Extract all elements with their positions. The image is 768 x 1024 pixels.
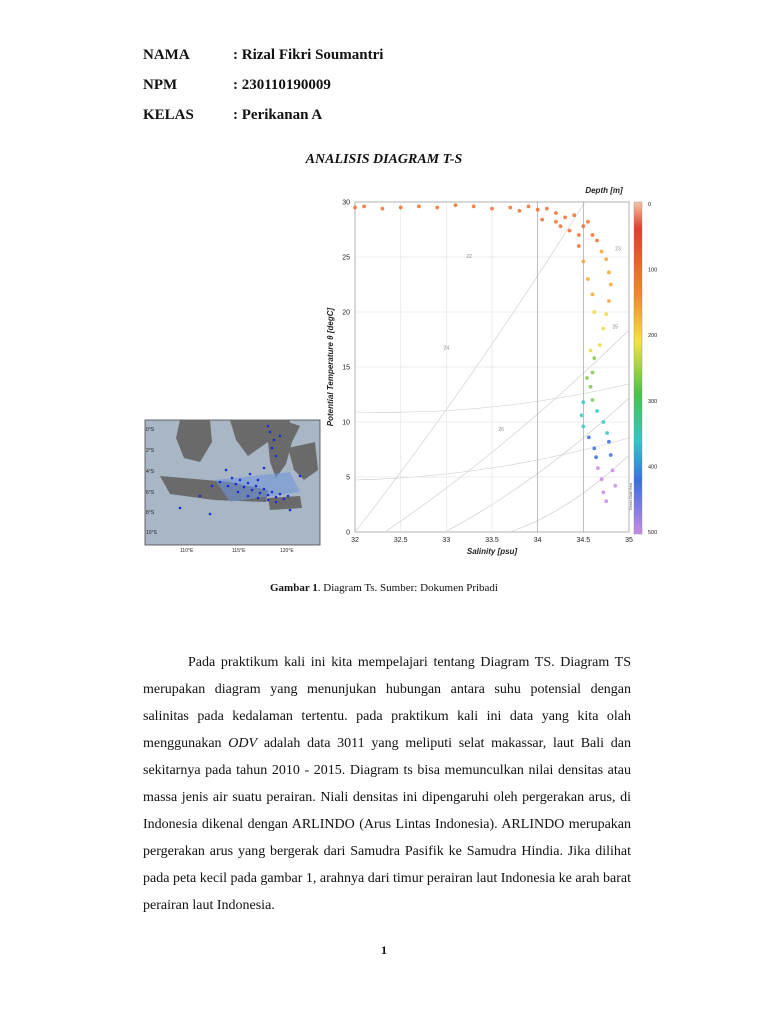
data-point <box>399 206 403 210</box>
paragraph-text <box>143 649 631 919</box>
data-point <box>591 233 595 237</box>
station-point <box>267 425 270 428</box>
colorbar-tick-label: 100 <box>648 267 658 274</box>
data-point <box>598 343 602 347</box>
station-point <box>263 467 266 470</box>
page-title: ANALISIS DIAGRAM T-S <box>305 152 463 167</box>
colorbar-gradient <box>634 202 642 534</box>
station-point <box>267 494 270 497</box>
station-point <box>289 509 292 512</box>
isopycnal-label: 23 <box>615 246 621 253</box>
station-point <box>257 497 260 500</box>
data-point <box>563 216 567 220</box>
station-point <box>243 486 246 489</box>
station-point <box>247 495 250 498</box>
station-point <box>263 488 266 491</box>
station-point <box>287 495 290 498</box>
colorbar-tick-label: 200 <box>648 333 658 340</box>
station-point <box>257 479 260 482</box>
odv-term: ODV <box>228 736 258 751</box>
data-point <box>435 206 439 210</box>
y-tick-label: 10 <box>342 419 350 427</box>
data-point <box>559 224 563 228</box>
y-axis-label: Potential Temperature θ [degC] <box>326 307 335 427</box>
station-point <box>219 481 222 484</box>
page-number: 1 <box>381 943 387 957</box>
header-key: NAMA <box>143 47 190 63</box>
ts-diagram-figure <box>140 180 660 560</box>
data-point <box>602 420 606 424</box>
station-point <box>275 496 278 499</box>
data-point <box>589 385 593 389</box>
y-tick-label: 5 <box>346 474 350 482</box>
data-point <box>613 484 617 488</box>
station-point <box>247 482 250 485</box>
header-key: NPM <box>143 77 178 93</box>
header-key: KELAS <box>143 107 194 123</box>
data-point <box>585 376 589 380</box>
map-lon-label: 115°E <box>232 548 246 554</box>
data-point <box>587 436 591 440</box>
x-tick-label: 35 <box>625 537 633 544</box>
data-point <box>602 491 606 495</box>
y-tick-label: 25 <box>342 254 350 262</box>
data-point <box>508 206 512 210</box>
header-value: : Perikanan A <box>233 107 323 123</box>
data-point <box>536 208 540 212</box>
caption-text: . Diagram Ts. Sumber: Dokumen Pribadi <box>317 582 498 594</box>
station-point <box>299 475 302 478</box>
data-point <box>586 277 590 281</box>
data-point <box>592 447 596 451</box>
colorbar-tick-label: 0 <box>648 202 652 208</box>
data-point <box>362 205 366 209</box>
data-point <box>604 257 608 261</box>
header-value: : Rizal Fikri Soumantri <box>233 47 384 63</box>
data-point <box>540 218 544 222</box>
data-point <box>572 213 576 217</box>
station-point <box>279 493 282 496</box>
data-point <box>604 499 608 503</box>
colorbar-tick-label: 400 <box>648 464 658 471</box>
map-land-nusa-tenggara <box>268 496 302 510</box>
data-point <box>454 203 458 207</box>
y-tick-label: 15 <box>342 364 350 372</box>
data-point <box>518 209 522 213</box>
isopycnal-label: 25 <box>612 324 619 331</box>
data-point <box>604 312 608 316</box>
data-point <box>607 299 611 303</box>
map-lat-label: 4°S <box>146 469 155 475</box>
header-value: : 230110190009 <box>233 77 331 93</box>
figure-caption <box>0 582 768 594</box>
x-tick-label: 34 <box>533 537 542 544</box>
data-point <box>592 310 596 314</box>
data-point <box>581 260 585 264</box>
station-point <box>275 455 278 458</box>
data-point <box>594 455 598 459</box>
data-point <box>600 250 604 254</box>
station-point <box>255 485 258 488</box>
map-lat-label: 8°S <box>146 510 155 516</box>
data-point <box>527 205 531 209</box>
data-point <box>580 414 584 418</box>
station-point <box>211 485 214 488</box>
data-point <box>602 327 606 331</box>
map-lat-label: 6°S <box>146 490 155 496</box>
data-point <box>381 207 385 211</box>
data-point <box>609 453 613 457</box>
colorbar-tick-label: 300 <box>648 398 658 405</box>
station-point <box>251 489 254 492</box>
map-lon-label: 110°E <box>180 548 194 554</box>
isopycnal-label: 26 <box>498 426 504 433</box>
station-point <box>271 447 274 450</box>
data-point <box>554 211 558 215</box>
station-map <box>145 420 320 554</box>
station-point <box>259 492 262 495</box>
colorbar-tick-label: 500 <box>648 530 658 536</box>
paragraph-part1: Pada praktikum kali ini kita mempelajari tentang Diagram TS. Diagram TS merupakan diagram yang menunjukan hubungan antara suhu potensial dengan salinitas pada kedalaman tertentu. pada praktikum kali ini data yang kita olah menggunakan <box>143 655 631 751</box>
station-point <box>199 495 202 498</box>
x-tick-label: 34.5 <box>576 537 591 544</box>
data-point <box>417 205 421 209</box>
data-point <box>595 239 599 243</box>
data-point <box>589 349 593 353</box>
data-point <box>568 229 572 233</box>
map-lat-label: 2°S <box>146 448 155 454</box>
isopycnal-label: 22 <box>466 254 472 261</box>
x-tick-label: 32.5 <box>393 537 408 544</box>
data-point <box>554 220 558 224</box>
data-point <box>581 400 585 404</box>
station-point <box>271 491 274 494</box>
station-point <box>237 491 240 494</box>
x-tick-label: 33 <box>442 537 451 544</box>
data-point <box>490 207 494 211</box>
ts-chart <box>326 200 633 557</box>
y-tick-label: 0 <box>346 529 350 537</box>
data-point <box>586 220 590 224</box>
data-point <box>545 207 549 211</box>
data-point <box>609 283 613 287</box>
x-tick-label: 33.5 <box>485 537 499 544</box>
station-point <box>267 499 270 502</box>
data-point <box>596 466 600 470</box>
colorbar-credit: Ocean Data View <box>629 482 633 510</box>
data-point <box>353 206 357 210</box>
data-point <box>595 409 599 413</box>
data-point <box>472 205 476 209</box>
x-tick-label: 32 <box>351 537 359 544</box>
station-point <box>227 485 230 488</box>
map-lat-label: 10°S <box>146 530 157 536</box>
station-point <box>273 439 276 442</box>
data-point <box>591 293 595 297</box>
station-point <box>235 483 238 486</box>
colorbar-ticks <box>648 202 657 536</box>
data-point <box>581 425 585 429</box>
station-point <box>283 498 286 501</box>
station-point <box>225 469 228 472</box>
data-point <box>591 398 595 402</box>
colorbar-title: Depth [m] <box>585 186 623 195</box>
data-point <box>577 244 581 248</box>
station-point <box>231 477 234 480</box>
data-point <box>605 431 609 435</box>
data-point <box>592 356 596 360</box>
data-point <box>611 469 615 473</box>
station-point <box>239 479 242 482</box>
map-lon-label: 120°E <box>280 548 294 554</box>
isopycnal-label: 24 <box>443 345 450 352</box>
data-point <box>581 224 585 228</box>
station-point <box>279 435 282 438</box>
data-point <box>577 233 581 237</box>
data-point <box>600 477 604 481</box>
station-point <box>209 513 212 516</box>
data-point <box>607 440 611 444</box>
body-paragraph <box>143 649 631 919</box>
station-point <box>275 501 278 504</box>
y-tick-label: 20 <box>342 309 350 317</box>
station-point <box>249 473 252 476</box>
data-point <box>607 271 611 275</box>
y-tick-label: 30 <box>342 199 350 207</box>
x-axis-label: Salinity [psu] <box>466 547 518 556</box>
map-lat-label: 0°S <box>146 427 155 433</box>
station-point <box>179 507 182 510</box>
station-point <box>269 431 272 434</box>
paragraph-part2: adalah data 3011 yang meliputi selat makassar, laut Bali dan sekitarnya pada tahun 2010 - 2015. Diagram ts bisa memunculkan nilai densitas atau massa jenis air suatu perairan. Niali densitas ini dipengaruhi oleh pergerakan arus, di Indonesia dikenal dengan ARLINDO (Arus Lintas Indonesia). ARLINDO merupakan pergerakan arus yang bergerak dari Samudra Pasifik ke Samudra Hindia. Jika dilihat pada peta kecil pada gambar 1, arahnya dari timur perairan laut Indonesia ke arah barat perairan laut Indonesia. <box>143 736 631 913</box>
data-point <box>591 371 595 375</box>
caption-label: Gambar 1 <box>270 582 318 594</box>
